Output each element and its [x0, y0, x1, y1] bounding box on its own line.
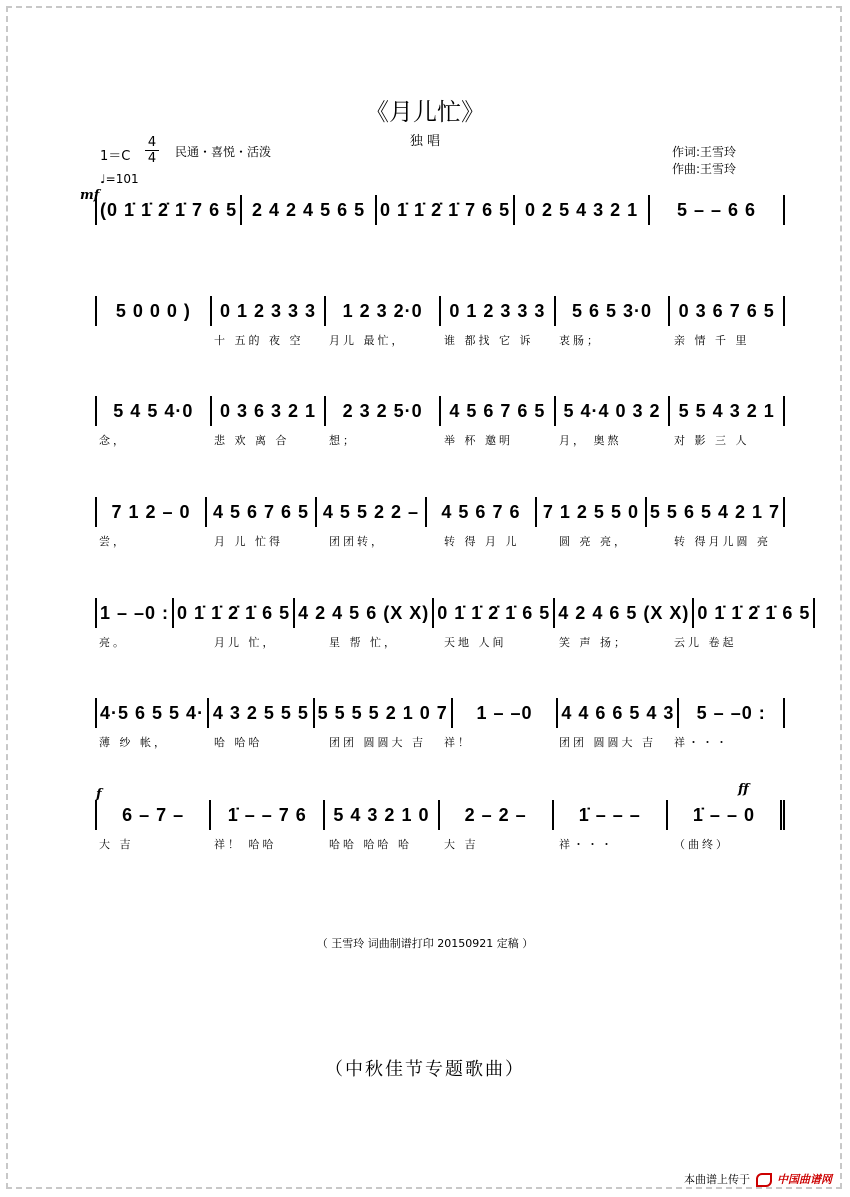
- time-signature-bottom: 4: [145, 150, 159, 166]
- measure: 1 – –0: [453, 698, 559, 728]
- lyric: 天地 人间: [444, 636, 507, 649]
- lyric: 哈 哈哈: [214, 736, 263, 749]
- lyric: 祥！ 哈哈: [214, 838, 277, 851]
- measure: 0 1̇ 1̇ 2̇ 1̇ 6 5: [694, 598, 815, 628]
- measure: 4·5 6 5 5 4·: [95, 698, 209, 728]
- measure: 4 5 6 7 6 5: [441, 396, 556, 426]
- measure: 5 4 5 4·0: [95, 396, 212, 426]
- time-signature-top: 4: [147, 135, 157, 150]
- measure: 4 5 5 2 2 –: [317, 497, 427, 527]
- measure: 4 3 2 5 5 5: [209, 698, 315, 728]
- measure: 4 4 6 6 5 4 3: [558, 698, 679, 728]
- lyrics-row: [95, 734, 785, 752]
- measure: (0 1̇ 1̇ 2̇ 1̇ 7 6 5: [95, 195, 242, 225]
- measure: 1̇ – – –: [554, 800, 668, 830]
- measure: 5 5 6 5 4 2 1 7: [647, 497, 785, 527]
- lyrics-row: [95, 533, 785, 551]
- lyricist-credit: 作词:王雪玲: [672, 145, 737, 159]
- measure: 0 1 2 3 3 3: [212, 296, 327, 326]
- upload-prefix: 本曲谱上传于: [684, 1173, 750, 1186]
- site-logo-icon: [756, 1173, 772, 1187]
- lyric: 星 帮 忙，: [329, 636, 398, 649]
- lyric: [371, 231, 509, 249]
- measure: 1̇ – – 7 6: [211, 800, 325, 830]
- measure: 0 3 6 7 6 5: [670, 296, 785, 326]
- notes-row: [95, 497, 785, 527]
- composer-credit: 作曲:王雪玲: [672, 162, 737, 176]
- measure: 2 4 2 4 5 6 5: [242, 195, 377, 225]
- lyric: 哈哈 哈哈 哈: [329, 838, 412, 851]
- lyric: 月儿 忙，: [214, 636, 277, 649]
- time-signature: [145, 135, 159, 166]
- lyric: 谁 都找 它 诉: [444, 334, 534, 347]
- lyric: [95, 231, 233, 249]
- lyric: 念，: [99, 434, 127, 447]
- song-subtitle: 独 唱: [409, 134, 441, 149]
- lyric: [509, 231, 647, 249]
- measure: 4 2 4 6 5 (X X): [555, 598, 694, 628]
- lyric: 转 得月儿圆 亮: [674, 535, 771, 548]
- lyrics-row: [95, 231, 785, 249]
- lyric: 祥・・・: [674, 736, 730, 749]
- lyric: 祥・・・: [559, 838, 615, 851]
- dynamic-f: f: [96, 787, 102, 802]
- lyric: [647, 231, 785, 249]
- measure: 0 1̇ 1̇ 2̇ 1̇ 6 5: [434, 598, 555, 628]
- lyrics-row: [95, 432, 785, 450]
- lyric: 团团转，: [329, 535, 385, 548]
- measure: 5 4·4 0 3 2: [556, 396, 671, 426]
- lyric: 尝，: [99, 535, 127, 548]
- measure: 1 – –0 :: [95, 598, 174, 628]
- measure: 0 3 6 3 2 1: [212, 396, 327, 426]
- upload-credit: [684, 1171, 832, 1187]
- lyric: 对 影 三 人: [674, 434, 750, 447]
- lyric: 举 杯 邀明: [444, 434, 513, 447]
- lyric: （曲终）: [674, 838, 730, 851]
- measure: 5 0 0 0 ): [95, 296, 212, 326]
- lyrics-row: [95, 634, 785, 652]
- lyric: 祥！: [444, 736, 472, 749]
- notes-row: [95, 396, 785, 426]
- dynamic-mf: mf: [80, 188, 100, 203]
- measure: 7 1 2 5 5 0: [537, 497, 647, 527]
- dynamic-ff: ff: [738, 782, 749, 797]
- lyric: 亲 情 千 里: [674, 334, 750, 347]
- theme-caption: （中秋佳节专题歌曲）: [325, 1059, 525, 1080]
- lyric: 团团 圆圆大 吉: [559, 736, 656, 749]
- lyric: 云儿 卷起: [674, 636, 737, 649]
- measure: 5 – –0 :: [679, 698, 785, 728]
- measure: 0 1̇ 1̇ 2̇ 1̇ 6 5: [174, 598, 295, 628]
- upload-site: 中国曲谱网: [777, 1173, 832, 1186]
- notes-row: [95, 195, 785, 225]
- measure: 4 2 4 5 6 (X X): [295, 598, 434, 628]
- tempo-marking: ♩=101: [100, 172, 139, 186]
- key-signature: 1＝C: [100, 149, 131, 164]
- measure: 1 2 3 2·0: [326, 296, 441, 326]
- lyric: 圆 亮 亮，: [559, 535, 628, 548]
- style-marking: 民通・喜悦・活泼: [175, 145, 272, 159]
- lyric: 亮。: [99, 636, 127, 649]
- lyric: 月 儿 忙得: [214, 535, 283, 548]
- measure: 2 – 2 –: [440, 800, 554, 830]
- measure: 7 1 2 – 0: [95, 497, 207, 527]
- footer-note: （ 王雪玲 词曲制谱打印 20150921 定稿 ）: [316, 937, 534, 950]
- lyric: 十 五的 夜 空: [214, 334, 304, 347]
- measure: 5 5 4 3 2 1: [670, 396, 785, 426]
- lyric: 大 吉: [99, 838, 134, 851]
- lyric: 转 得 月 儿: [444, 535, 520, 548]
- notes-row: [95, 598, 811, 628]
- lyric: 大 吉: [444, 838, 479, 851]
- lyric: [95, 332, 210, 350]
- notes-row: [95, 800, 785, 830]
- measure: 1̇ – – 0: [668, 800, 785, 830]
- lyric: 月， 奥熬: [559, 434, 622, 447]
- measure: 4 5 6 7 6 5: [207, 497, 317, 527]
- lyric: 团团 圆圆大 吉: [329, 736, 426, 749]
- lyric: [233, 231, 371, 249]
- measure: 0 1 2 3 3 3: [441, 296, 556, 326]
- lyric: 悲 欢 离 合: [214, 434, 290, 447]
- notes-row: [95, 698, 785, 728]
- lyric: 薄 纱 帐，: [99, 736, 168, 749]
- lyrics-row: [95, 836, 785, 854]
- measure: 4 5 6 7 6: [427, 497, 537, 527]
- measure: 5 4 3 2 1 0: [325, 800, 439, 830]
- measure: 6 – 7 –: [95, 800, 211, 830]
- notes-row: [95, 296, 785, 326]
- measure: 5 5 5 5 2 1 0 7: [315, 698, 453, 728]
- lyric: 月儿 最忙，: [329, 334, 406, 347]
- measure: 2 3 2 5·0: [326, 396, 441, 426]
- lyric: 衷肠；: [559, 334, 601, 347]
- measure: 5 6 5 3·0: [556, 296, 671, 326]
- measure: 5 – – 6 6: [650, 195, 785, 225]
- lyric: 想；: [329, 434, 357, 447]
- lyrics-row: [95, 332, 785, 350]
- measure: 0 1̇ 1̇ 2̇ 1̇ 7 6 5: [377, 195, 515, 225]
- measure: 0 2 5 4 3 2 1: [515, 195, 650, 225]
- lyric: 笑 声 扬；: [559, 636, 628, 649]
- song-title: 《月儿忙》: [365, 98, 485, 126]
